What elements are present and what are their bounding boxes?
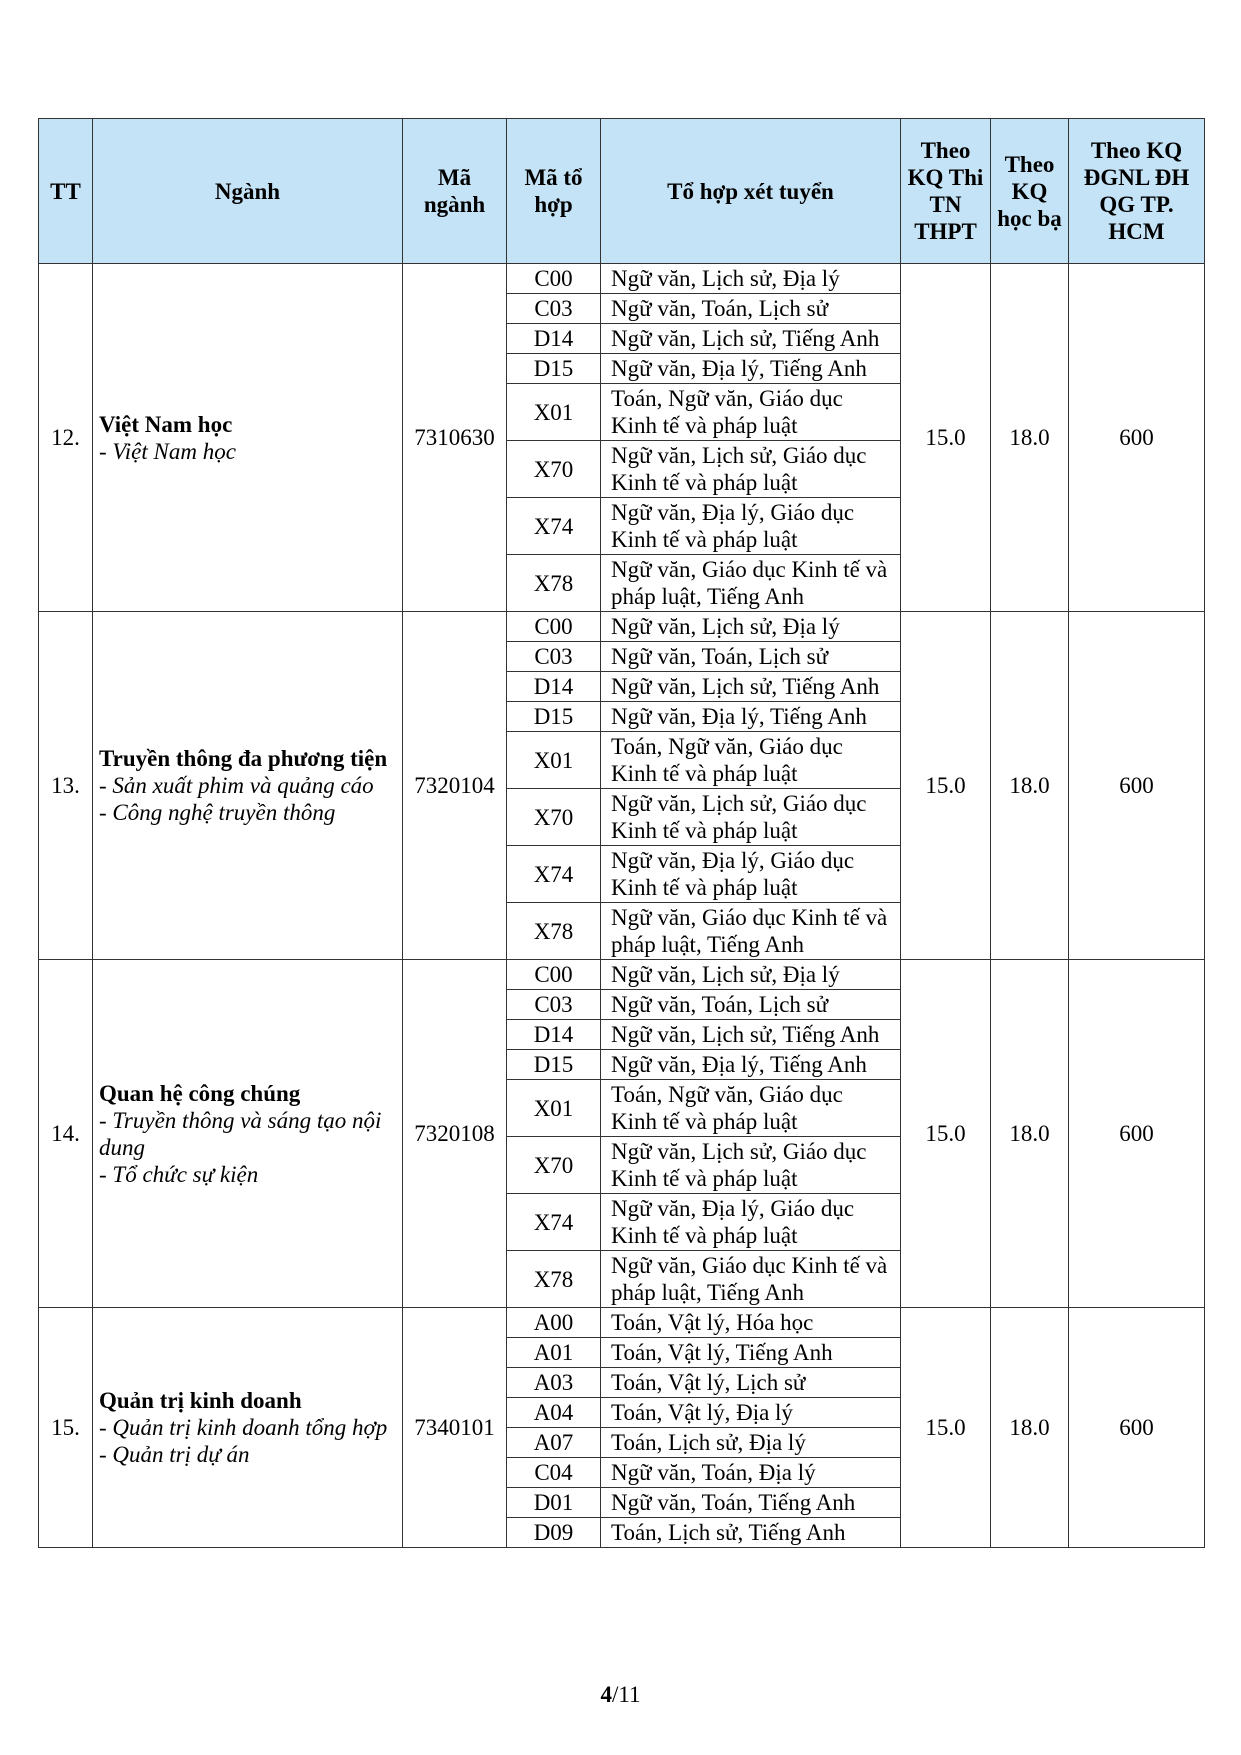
combo-subjects: Toán, Lịch sử, Tiếng Anh <box>601 1518 901 1548</box>
combo-subjects: Ngữ văn, Lịch sử, Địa lý <box>601 264 901 294</box>
combo-subjects: Ngữ văn, Lịch sử, Địa lý <box>601 960 901 990</box>
combo-subjects: Ngữ văn, Giáo dục Kinh tế và pháp luật, Tiếng Anh <box>601 1251 901 1308</box>
header-thpt: Theo KQ Thi TN THPT <box>901 119 991 264</box>
specialization: - Truyền thông và sáng tạo nội dung <box>99 1107 382 1160</box>
major-name: Quản trị kinh doanh <box>99 1388 302 1413</box>
specialization: - Quản trị dự án <box>99 1442 250 1467</box>
major-name: Việt Nam học <box>99 411 233 437</box>
combo-subjects: Ngữ văn, Lịch sử, Địa lý <box>601 612 901 642</box>
specialization: - Công nghệ truyền thông <box>99 800 336 825</box>
combo-code: X01 <box>507 1080 601 1137</box>
combo-code: C03 <box>507 294 601 324</box>
score-hoc-ba: 18.0 <box>991 264 1069 612</box>
score-thpt: 15.0 <box>901 264 991 612</box>
table-row <box>39 960 1205 990</box>
page-current: 4 <box>600 1682 612 1707</box>
score-hoc-ba: 18.0 <box>991 612 1069 960</box>
header-to-hop: Tổ hợp xét tuyển <box>601 119 901 264</box>
combo-subjects: Ngữ văn, Địa lý, Tiếng Anh <box>601 1050 901 1080</box>
score-thpt: 15.0 <box>901 1308 991 1548</box>
combo-subjects: Toán, Ngữ văn, Giáo dục Kinh tế và pháp luật <box>601 1080 901 1137</box>
table-row <box>39 612 1205 642</box>
major-cell <box>93 1308 403 1548</box>
header-row <box>39 119 1205 264</box>
header-nganh: Ngành <box>93 119 403 264</box>
specialization: - Quản trị kinh doanh tổng hợp <box>99 1415 388 1440</box>
combo-subjects: Toán, Lịch sử, Địa lý <box>601 1428 901 1458</box>
combo-subjects: Ngữ văn, Địa lý, Giáo dục Kinh tế và pháp luật <box>601 846 901 903</box>
combo-subjects: Ngữ văn, Toán, Tiếng Anh <box>601 1488 901 1518</box>
combo-code: C00 <box>507 264 601 294</box>
header-hoc-ba: Theo KQ học bạ <box>991 119 1069 264</box>
combo-code: D09 <box>507 1518 601 1548</box>
score-thpt: 15.0 <box>901 612 991 960</box>
combo-subjects: Ngữ văn, Lịch sử, Giáo dục Kinh tế và pháp luật <box>601 1137 901 1194</box>
major-cell <box>93 960 403 1308</box>
combo-code: X01 <box>507 384 601 441</box>
score-dgnl: 600 <box>1069 960 1205 1308</box>
combo-code: X70 <box>507 789 601 846</box>
major-cell <box>93 612 403 960</box>
combo-subjects: Ngữ văn, Lịch sử, Tiếng Anh <box>601 324 901 354</box>
combo-code: C03 <box>507 990 601 1020</box>
combo-subjects: Ngữ văn, Lịch sử, Tiếng Anh <box>601 1020 901 1050</box>
combo-subjects: Ngữ văn, Địa lý, Giáo dục Kinh tế và pháp luật <box>601 1194 901 1251</box>
score-hoc-ba: 18.0 <box>991 960 1069 1308</box>
major-code: 7320104 <box>403 612 507 960</box>
combo-subjects: Toán, Ngữ văn, Giáo dục Kinh tế và pháp luật <box>601 732 901 789</box>
major-name: Quan hệ công chúng <box>99 1080 301 1106</box>
combo-subjects: Ngữ văn, Toán, Địa lý <box>601 1458 901 1488</box>
combo-code: A07 <box>507 1428 601 1458</box>
combo-subjects: Ngữ văn, Toán, Lịch sử <box>601 642 901 672</box>
combo-code: D14 <box>507 672 601 702</box>
combo-code: X74 <box>507 1194 601 1251</box>
specialization: - Việt Nam học <box>99 438 236 464</box>
combo-code: A04 <box>507 1398 601 1428</box>
combo-subjects: Ngữ văn, Địa lý, Tiếng Anh <box>601 354 901 384</box>
row-number: 12. <box>39 264 93 612</box>
row-number: 13. <box>39 612 93 960</box>
combo-subjects: Toán, Vật lý, Hóa học <box>601 1308 901 1338</box>
combo-subjects: Ngữ văn, Toán, Lịch sử <box>601 990 901 1020</box>
combo-code: X74 <box>507 846 601 903</box>
score-dgnl: 600 <box>1069 264 1205 612</box>
table-row <box>39 1308 1205 1338</box>
combo-code: X70 <box>507 1137 601 1194</box>
admission-table <box>38 118 1205 1548</box>
score-hoc-ba: 18.0 <box>991 1308 1069 1548</box>
combo-subjects: Toán, Vật lý, Địa lý <box>601 1398 901 1428</box>
combo-subjects: Ngữ văn, Giáo dục Kinh tế và pháp luật, Tiếng Anh <box>601 555 901 612</box>
combo-code: A00 <box>507 1308 601 1338</box>
combo-code: X74 <box>507 498 601 555</box>
page-total: /11 <box>611 1682 641 1707</box>
combo-code: C03 <box>507 642 601 672</box>
combo-subjects: Ngữ văn, Địa lý, Tiếng Anh <box>601 702 901 732</box>
combo-code: X70 <box>507 441 601 498</box>
combo-code: D14 <box>507 324 601 354</box>
header-ma-to-hop: Mã tổ hợp <box>507 119 601 264</box>
combo-subjects: Toán, Ngữ văn, Giáo dục Kinh tế và pháp luật <box>601 384 901 441</box>
combo-code: D01 <box>507 1488 601 1518</box>
combo-code: X78 <box>507 903 601 960</box>
header-dgnl: Theo KQ ĐGNL ĐH QG TP. HCM <box>1069 119 1205 264</box>
major-code: 7310630 <box>403 264 507 612</box>
combo-subjects: Toán, Vật lý, Lịch sử <box>601 1368 901 1398</box>
combo-subjects: Ngữ văn, Giáo dục Kinh tế và pháp luật, Tiếng Anh <box>601 903 901 960</box>
combo-code: D15 <box>507 1050 601 1080</box>
combo-code: A01 <box>507 1338 601 1368</box>
combo-code: X01 <box>507 732 601 789</box>
header-ma-nganh: Mã ngành <box>403 119 507 264</box>
row-number: 14. <box>39 960 93 1308</box>
combo-subjects: Ngữ văn, Địa lý, Giáo dục Kinh tế và pháp luật <box>601 498 901 555</box>
score-thpt: 15.0 <box>901 960 991 1308</box>
score-dgnl: 600 <box>1069 1308 1205 1548</box>
combo-subjects: Ngữ văn, Lịch sử, Giáo dục Kinh tế và pháp luật <box>601 789 901 846</box>
combo-subjects: Toán, Vật lý, Tiếng Anh <box>601 1338 901 1368</box>
combo-code: D14 <box>507 1020 601 1050</box>
combo-subjects: Ngữ văn, Toán, Lịch sử <box>601 294 901 324</box>
row-number: 15. <box>39 1308 93 1548</box>
combo-code: C00 <box>507 612 601 642</box>
major-name: Truyền thông đa phương tiện <box>99 746 388 771</box>
combo-subjects: Ngữ văn, Lịch sử, Tiếng Anh <box>601 672 901 702</box>
major-cell <box>93 264 403 612</box>
combo-code: A03 <box>507 1368 601 1398</box>
combo-code: X78 <box>507 555 601 612</box>
combo-code: D15 <box>507 354 601 384</box>
combo-code: X78 <box>507 1251 601 1308</box>
combo-code: C00 <box>507 960 601 990</box>
specialization: - Sản xuất phim và quảng cáo <box>99 773 374 798</box>
score-dgnl: 600 <box>1069 612 1205 960</box>
major-code: 7320108 <box>403 960 507 1308</box>
major-code: 7340101 <box>403 1308 507 1548</box>
combo-code: D15 <box>507 702 601 732</box>
page-number <box>0 1682 1241 1708</box>
header-tt: TT <box>39 119 93 264</box>
specialization: - Tổ chức sự kiện <box>99 1161 259 1187</box>
combo-subjects: Ngữ văn, Lịch sử, Giáo dục Kinh tế và pháp luật <box>601 441 901 498</box>
table-body <box>39 264 1205 1548</box>
combo-code: C04 <box>507 1458 601 1488</box>
table-row <box>39 264 1205 294</box>
